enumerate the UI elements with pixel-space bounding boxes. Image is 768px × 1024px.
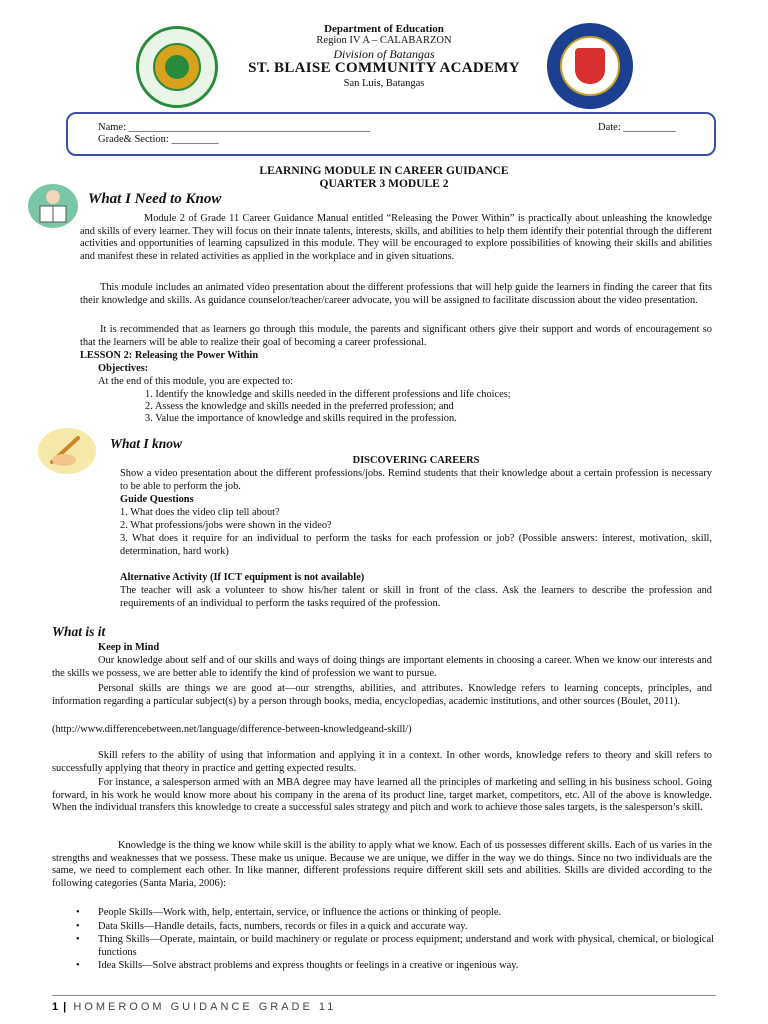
bullet-icon: • xyxy=(76,907,80,918)
module-title: LEARNING MODULE IN CAREER GUIDANCE xyxy=(259,165,509,177)
reading-student-icon xyxy=(28,184,78,228)
objectives-label: Objectives: xyxy=(98,363,149,374)
what-is-it-heading: What is it xyxy=(52,624,106,639)
is-it-paragraph: Skill refers to the ability of using that information and applying it in a context. In other words, knowledge refers to theory and skill refers to successfully applying that theory in practice and getting expected results. xyxy=(52,750,712,774)
list-item: • Thing Skills—Operate, maintain, or build machinery or regulate or process equipment; understand and work with physical, chemical, or biological functions xyxy=(76,934,714,958)
document-header xyxy=(0,18,768,98)
objective-item: 2. Assess the knowledge and skills needed in the preferred profession; and xyxy=(145,401,454,412)
guide-question: 2. What professions/jobs were shown in the video? xyxy=(120,520,332,531)
date-field[interactable]: Date: __________ xyxy=(598,122,676,133)
what-i-know-heading: What I know xyxy=(110,436,183,451)
objective-item: 3. Value the importance of knowledge and skills required in the profession. xyxy=(145,413,457,424)
list-item: • Data Skills—Handle details, facts, numbers, records or files in a quick and accurate way. xyxy=(76,920,468,932)
need-paragraph-3: It is recommended that as learners go through this module, the parents and significant others give their support and words of encouragement so that the learners will be able to realize their goal of becoming a career professional. xyxy=(80,324,712,348)
footer-text: HOMEROOM GUIDANCE GRADE 11 xyxy=(73,1001,337,1013)
what-i-need-heading: What I Need to Know xyxy=(88,191,222,207)
footer-divider xyxy=(52,995,716,996)
module-subtitle: QUARTER 3 MODULE 2 xyxy=(319,178,449,190)
alternative-activity-label: Alternative Activity (If ICT equipment is not available) xyxy=(120,572,365,583)
is-it-paragraph: Our knowledge about self and of our skills and ways of doing things are important elements in choosing a career. When we know our interests and the skills we possess, we are better able to identify the kind of profession we want to pursue. xyxy=(52,655,712,679)
lesson-title: LESSON 2: Releasing the Power Within xyxy=(80,350,259,361)
alternative-activity-text: The teacher will ask a volunteer to show his/her talent or skill in front of the class. Ask the learners to describe the profession and requirements of an individual to perform the tasks required of the profession. xyxy=(120,585,712,609)
guide-question: 1. What does the video clip tell about? xyxy=(120,507,280,518)
keep-in-mind-label: Keep in Mind xyxy=(98,642,160,653)
bullet-icon: • xyxy=(76,934,80,946)
page-footer xyxy=(52,1001,336,1014)
need-paragraph-2: This module includes an animated video presentation about the different professions that will help guide the learners in finding the career that fits their knowledge and skills. As guidance counselor/teacher/career advocate, you will be assigned to facilitate discussion about the video presentation. xyxy=(80,282,712,306)
reference-url: (http://www.differencebetween.net/language/difference-between-knowledgeand-skill/) xyxy=(52,724,412,735)
objective-item: 1. Identify the knowledge and skills needed in the different professions and life choices; xyxy=(145,389,511,400)
writing-hand-icon xyxy=(38,428,96,474)
name-field[interactable]: Name: ______________________________________________ xyxy=(98,122,371,133)
need-paragraph-1: Module 2 of Grade 11 Career Guidance Manual entitled “Releasing the Power Within” is practically about unleashing the knowledge and skills of every learner. They will focus on their innate talents, interests, skills, and abilities to help them identify their potential through the different activities and opportunities of learning capsulized in this module. They will be encouraged to explore possibilities of knowing their skills and abilities and manifest these in related activities as applied in the workplace and in given situations. xyxy=(80,213,712,262)
page-number: 1 | xyxy=(52,1001,68,1013)
skills-list xyxy=(74,907,714,974)
department-name: Department of Education xyxy=(324,23,444,35)
school-name: ST. BLAISE COMMUNITY ACADEMY xyxy=(248,60,520,76)
guide-question: 3. What does it require for an individual to perform the tasks for each profession or job? (Possible answers: interest, motivation, skill, determination, hard work) xyxy=(120,533,712,557)
objectives-intro: At the end of this module, you are expected to: xyxy=(98,376,294,387)
student-info-box xyxy=(66,112,716,156)
division-name: Division of Batangas xyxy=(333,47,435,61)
guide-questions-label: Guide Questions xyxy=(120,494,194,505)
bullet-icon: • xyxy=(76,920,80,932)
school-town: San Luis, Batangas xyxy=(343,78,425,89)
list-item: • Idea Skills—Solve abstract problems and express thoughts or feelings in a creative or ingenious way. xyxy=(76,960,519,972)
list-item: • People Skills—Work with, help, entertain, service, or influence the actions or thinking of people. xyxy=(76,907,502,918)
region-name: Region IV A – CALABARZON xyxy=(316,35,452,46)
is-it-paragraph: For instance, a salesperson armed with an MBA degree may have learned all the principles of marketing and selling in his business school. Going forward, in his work he would know more about his company in the arena of its product line, target market, competitors, etc. All of the above is knowledge. When the individual transfers this knowledge to create a successful sales strategy and pitch and work to achieve those sales targets, is the salesperson’s skill. xyxy=(52,777,712,814)
is-it-paragraph: Knowledge is the thing we know while skill is the ability to apply what we know. Each of us possesses different skills. Each of us varies in the strengths and weaknesses that we possess. These make us unique. Because we are unique, we differ in the way we do things. Since no two individuals are the same, we need to complement each other. In like manner, different professions require different skill sets and abilities. Skills are divided according to the following categories (Santa Maria, 2006): xyxy=(52,840,712,889)
grade-section-field[interactable]: Grade& Section: _________ xyxy=(98,134,219,145)
discovering-careers-title: DISCOVERING CAREERS xyxy=(352,455,480,466)
is-it-paragraph: Personal skills are things we are good at—our strengths, abilities, and attributes. Knowledge refers to learning concepts, principles, and information regarding a particular subject(s) by a person through books, media, encyclopedias, academic institutions, and other sources (Boulet, 2011). xyxy=(52,683,712,707)
bullet-icon: • xyxy=(76,960,80,972)
know-intro: Show a video presentation about the different professions/jobs. Remind students that their knowledge about a certain profession is necessary to be able to perform the job. xyxy=(120,468,712,492)
